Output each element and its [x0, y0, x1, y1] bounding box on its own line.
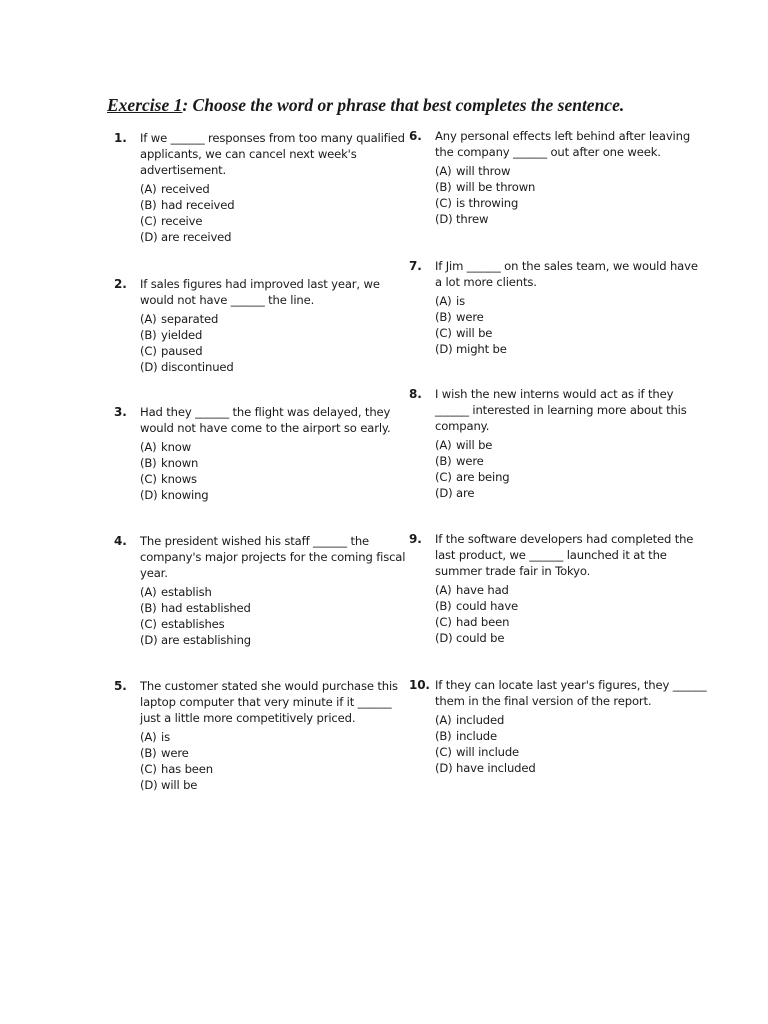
- exercise-label: Exercise 1: [107, 95, 183, 115]
- option-b: [435, 309, 507, 325]
- stem-line: The president wished his staff ______ the: [140, 534, 370, 548]
- answer-options: [435, 293, 507, 357]
- option-text: is throwing: [456, 196, 519, 210]
- option-a: [140, 439, 209, 455]
- option-text: were: [456, 310, 484, 324]
- question-number: 9.: [409, 532, 422, 546]
- option-a: [140, 729, 213, 745]
- option-letter: (D): [140, 230, 158, 244]
- option-letter: (C): [435, 196, 452, 210]
- answer-options: [435, 163, 535, 227]
- option-letter: (A): [435, 713, 452, 727]
- option-text: will be: [456, 326, 493, 340]
- option-letter: (A): [435, 438, 452, 452]
- option-letter: (B): [435, 599, 452, 613]
- stem-line: them in the final version of the report.: [435, 694, 652, 709]
- option-text: establish: [161, 585, 212, 599]
- stem-line: If Jim ______ on the sales team, we would have: [435, 259, 698, 273]
- question-number: 10.: [409, 678, 430, 692]
- stem-line: just a little more competitively priced.: [140, 711, 356, 726]
- option-text: is: [456, 294, 465, 308]
- stem-line: advertisement.: [140, 163, 227, 178]
- option-letter: (C): [140, 617, 157, 631]
- answer-options: [435, 437, 510, 501]
- option-letter: (B): [140, 746, 157, 760]
- option-letter: (D): [140, 360, 158, 374]
- option-text: know: [161, 440, 192, 454]
- option-text: discontinued: [161, 360, 234, 374]
- stem-line: year.: [140, 566, 168, 581]
- option-text: paused: [161, 344, 203, 358]
- option-b: [140, 455, 209, 471]
- option-text: will be thrown: [456, 180, 536, 194]
- option-b: [435, 598, 518, 614]
- option-letter: (D): [435, 342, 453, 356]
- option-text: will be: [456, 438, 493, 452]
- question-stem: [435, 531, 693, 580]
- question-number: 5.: [114, 679, 127, 693]
- option-letter: (D): [140, 633, 158, 647]
- option-letter: (D): [435, 212, 453, 226]
- option-text: have included: [456, 761, 536, 775]
- stem-line: laptop computer that very minute if it ______: [140, 695, 392, 710]
- question-number: 1.: [114, 131, 127, 145]
- answer-options: [140, 439, 209, 503]
- option-letter: (B): [140, 601, 157, 615]
- option-d: [435, 485, 510, 501]
- option-text: had received: [161, 198, 235, 212]
- stem-line: a lot more clients.: [435, 275, 537, 290]
- option-text: are being: [456, 470, 510, 484]
- option-text: establishes: [161, 617, 225, 631]
- option-text: separated: [161, 312, 219, 326]
- option-text: could be: [456, 631, 505, 645]
- option-c: [435, 195, 535, 211]
- question-stem: [140, 276, 380, 308]
- option-text: will throw: [456, 164, 511, 178]
- option-a: [435, 582, 518, 598]
- option-c: [435, 469, 510, 485]
- option-a: [140, 311, 234, 327]
- stem-line: If they can locate last year's figures, they ______: [435, 678, 707, 692]
- question-number: 6.: [409, 129, 422, 143]
- option-letter: (D): [140, 778, 158, 792]
- option-text: receive: [161, 214, 203, 228]
- option-text: had established: [161, 601, 251, 615]
- option-letter: (D): [435, 761, 453, 775]
- option-a: [435, 293, 507, 309]
- option-letter: (D): [140, 488, 158, 502]
- stem-line: If the software developers had completed the: [435, 532, 694, 546]
- option-d: [140, 632, 251, 648]
- stem-line: If sales figures had improved last year, we: [140, 277, 380, 291]
- option-b: [140, 600, 251, 616]
- option-a: [140, 181, 234, 197]
- option-d: [140, 359, 234, 375]
- option-letter: (A): [435, 294, 452, 308]
- option-letter: (C): [435, 615, 452, 629]
- option-c: [140, 616, 251, 632]
- answer-options: [140, 181, 234, 245]
- question-stem: [435, 677, 707, 709]
- stem-line: the company ______ out after one week.: [435, 145, 661, 160]
- stem-line: The customer stated she would purchase this: [140, 679, 398, 693]
- option-letter: (A): [435, 583, 452, 597]
- question-number: 7.: [409, 259, 422, 273]
- question-stem: [140, 678, 398, 727]
- option-text: will include: [456, 745, 520, 759]
- stem-line: company's major projects for the coming fiscal: [140, 550, 406, 565]
- option-letter: (A): [140, 730, 157, 744]
- option-text: had been: [456, 615, 510, 629]
- answer-options: [140, 311, 234, 375]
- option-text: knows: [161, 472, 197, 486]
- option-b: [140, 745, 213, 761]
- option-letter: (B): [435, 729, 452, 743]
- option-letter: (A): [140, 585, 157, 599]
- option-c: [140, 343, 234, 359]
- option-letter: (A): [435, 164, 452, 178]
- option-text: were: [456, 454, 484, 468]
- option-letter: (D): [435, 631, 453, 645]
- option-letter: (B): [140, 328, 157, 342]
- option-c: [435, 744, 536, 760]
- question-number: 4.: [114, 534, 127, 548]
- option-letter: (C): [435, 745, 452, 759]
- option-a: [435, 163, 535, 179]
- question-stem: [435, 258, 698, 290]
- question-stem: [140, 130, 405, 179]
- option-letter: (C): [140, 344, 157, 358]
- option-a: [140, 584, 251, 600]
- stem-line: Any personal effects left behind after leaving: [435, 129, 691, 143]
- question-stem: [435, 386, 687, 435]
- stem-line: last product, we ______ launched it at the: [435, 548, 667, 563]
- option-text: known: [161, 456, 199, 470]
- stem-line: I wish the new interns would act as if they: [435, 387, 674, 401]
- option-letter: (B): [140, 456, 157, 470]
- question-stem: [435, 128, 690, 160]
- option-d: [435, 341, 507, 357]
- option-text: will be: [161, 778, 198, 792]
- option-text: knowing: [161, 488, 209, 502]
- stem-line: applicants, we can cancel next week's: [140, 147, 357, 162]
- option-text: threw: [456, 212, 489, 226]
- exercise-instruction: : Choose the word or phrase that best completes the sentence.: [182, 95, 625, 115]
- question-stem: [140, 533, 405, 582]
- answer-options: [435, 582, 518, 646]
- stem-line: Had they ______ the flight was delayed, they: [140, 405, 391, 419]
- stem-line: summer trade fair in Tokyo.: [435, 564, 591, 579]
- option-letter: (B): [140, 198, 157, 212]
- answer-options: [140, 729, 213, 793]
- option-letter: (B): [435, 310, 452, 324]
- option-b: [435, 728, 536, 744]
- option-b: [435, 179, 535, 195]
- option-letter: (C): [140, 472, 157, 486]
- option-text: has been: [161, 762, 213, 776]
- option-d: [435, 211, 535, 227]
- stem-line: company.: [435, 419, 490, 434]
- option-d: [140, 777, 213, 793]
- option-text: were: [161, 746, 189, 760]
- option-d: [140, 229, 234, 245]
- option-text: are establishing: [161, 633, 251, 647]
- option-c: [140, 761, 213, 777]
- option-text: have had: [456, 583, 509, 597]
- option-text: might be: [456, 342, 507, 356]
- stem-line: If we ______ responses from too many qualified: [140, 131, 405, 145]
- option-text: included: [456, 713, 505, 727]
- option-letter: (B): [435, 180, 452, 194]
- option-c: [140, 471, 209, 487]
- question-number: 2.: [114, 277, 127, 291]
- question-number: 8.: [409, 387, 422, 401]
- option-letter: (A): [140, 440, 157, 454]
- answer-options: [140, 584, 251, 648]
- stem-line: would not have come to the airport so early.: [140, 421, 391, 436]
- option-text: are received: [161, 230, 232, 244]
- exercise-title: [107, 95, 624, 116]
- option-letter: (A): [140, 312, 157, 326]
- option-text: yielded: [161, 328, 203, 342]
- option-b: [435, 453, 510, 469]
- option-letter: (D): [435, 486, 453, 500]
- option-c: [140, 213, 234, 229]
- option-text: received: [161, 182, 210, 196]
- option-letter: (A): [140, 182, 157, 196]
- option-a: [435, 437, 510, 453]
- option-letter: (C): [435, 326, 452, 340]
- question-stem: [140, 404, 391, 436]
- option-d: [435, 630, 518, 646]
- option-b: [140, 327, 234, 343]
- stem-line: would not have ______ the line.: [140, 293, 315, 308]
- option-d: [435, 760, 536, 776]
- question-number: 3.: [114, 405, 127, 419]
- option-d: [140, 487, 209, 503]
- option-letter: (B): [435, 454, 452, 468]
- stem-line: ______ interested in learning more about this: [435, 403, 687, 418]
- option-b: [140, 197, 234, 213]
- option-a: [435, 712, 536, 728]
- option-text: are: [456, 486, 475, 500]
- answer-options: [435, 712, 536, 776]
- option-letter: (C): [435, 470, 452, 484]
- option-c: [435, 614, 518, 630]
- option-letter: (C): [140, 762, 157, 776]
- option-text: include: [456, 729, 497, 743]
- option-c: [435, 325, 507, 341]
- option-text: could have: [456, 599, 519, 613]
- option-text: is: [161, 730, 170, 744]
- option-letter: (C): [140, 214, 157, 228]
